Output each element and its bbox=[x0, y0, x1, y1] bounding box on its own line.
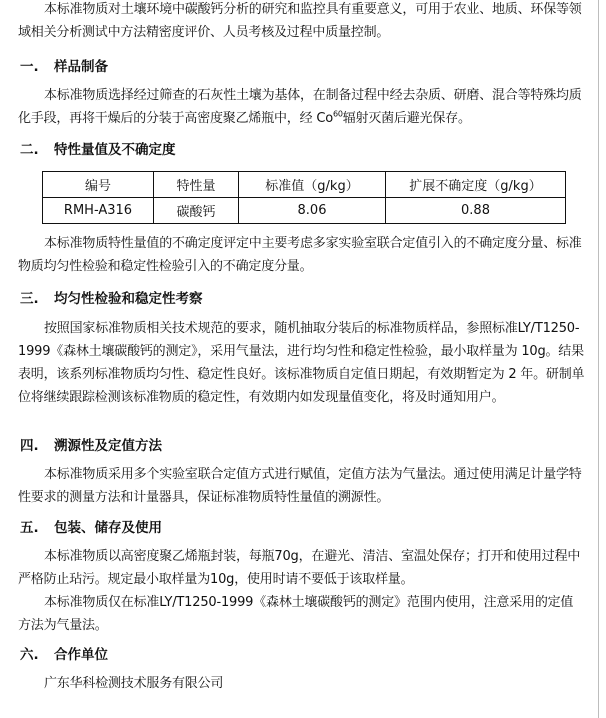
section-2-paragraph: 本标准物质特性量值的不确定度评定中主要考虑多家实验室联合定值引入的不确定度分量、标准物质均匀性检验和稳定性检验引入的不确定度分量。 bbox=[18, 236, 582, 274]
section-3-paragraph: 按照国家标准物质相关技术规范的要求，随机抽取分装后的标准物质样品，参照标准LY/T1250-1999《森林土壤碳酸钙的测定》，采用气量法，进行均匀性和稳定性检验，最小取样量为 10g。结果表明，该系列标准物质均匀性、稳定性良好。该标准物质自定值日期起，有效期暂定为 2 年。研制单位将继续跟踪检测该标准物质的稳定性，有效期内如发现量值变化，将及时通知用户。 bbox=[18, 321, 585, 405]
section-2-heading bbox=[20, 140, 176, 160]
section-5-paragraph-1: 本标准物质以高密度聚乙烯瓶封装，每瓶70g，在避光、清洁、室温处保存；打开和使用过程中严格防止玷污。规定最小取样量为10g，使用时请不要低于该取样量。 bbox=[18, 549, 581, 587]
table-cell: 0.88 bbox=[386, 198, 566, 224]
page-edge bbox=[598, 0, 599, 718]
section-1-paragraph bbox=[18, 84, 586, 130]
table-cell: RMH-A316 bbox=[43, 198, 154, 224]
section-4-heading bbox=[20, 436, 162, 456]
section-number: 四. bbox=[20, 438, 39, 454]
section-number: 三. bbox=[20, 291, 39, 307]
table-header-cell: 特性量 bbox=[154, 172, 239, 198]
paragraph-text: 辐射灭菌后避光保存。 bbox=[342, 111, 471, 126]
table-cell: 碳酸钙 bbox=[154, 198, 239, 224]
table-header-cell: 标准值（g/kg） bbox=[239, 172, 386, 198]
section-title: 合作单位 bbox=[54, 647, 108, 663]
section-number: 二. bbox=[20, 142, 39, 158]
cooperating-unit: 广东华科检测技术服务有限公司 bbox=[44, 676, 224, 691]
section-5-heading bbox=[20, 518, 162, 538]
section-title: 溯源性及定值方法 bbox=[54, 438, 162, 454]
section-4-paragraph: 本标准物质采用多个实验室联合定值方式进行赋值，定值方法为气量法。通过使用满足计量学特性要求的测量方法和计量器具，保证标准物质特性量值的溯源性。 bbox=[18, 467, 582, 505]
section-3-heading bbox=[20, 289, 203, 309]
section-title: 样品制备 bbox=[54, 59, 108, 75]
section-5-paragraph-2: 本标准物质仅在标准LY/T1250-1999《森林土壤碳酸钙的测定》范围内使用，注意采用的定值方法为气量法。 bbox=[18, 595, 574, 633]
table-row bbox=[43, 198, 566, 224]
section-number: 五. bbox=[20, 520, 39, 536]
table-header-cell: 扩展不确定度（g/kg） bbox=[386, 172, 566, 198]
section-title: 包装、储存及使用 bbox=[54, 520, 162, 536]
section-number: 一. bbox=[20, 59, 39, 75]
paragraph-text: 本标准物质选择经过筛查的石灰性土壤为基体，在制备过程中经去杂质、研磨、混合等特殊均质化手段，再将干燥后的分装于高密度聚乙烯瓶中，经 Co bbox=[18, 88, 582, 126]
section-1-heading bbox=[20, 57, 108, 77]
section-number: 六. bbox=[20, 647, 39, 663]
specification-table bbox=[42, 171, 566, 224]
section-title: 特性量值及不确定度 bbox=[54, 142, 176, 158]
table-header-row bbox=[43, 172, 566, 198]
intro-paragraph: 本标准物质对土壤环境中碳酸钙分析的研究和监控具有重要意义，可用于农业、地质、环保等领域相关分析测试中方法精密度评价、人员考核及过程中质量控制。 bbox=[18, 2, 582, 40]
superscript-60: 60 bbox=[332, 109, 343, 119]
section-6-heading bbox=[20, 645, 108, 665]
section-title: 均匀性检验和稳定性考察 bbox=[54, 291, 203, 307]
table-header-cell: 编号 bbox=[43, 172, 154, 198]
table-cell: 8.06 bbox=[239, 198, 386, 224]
